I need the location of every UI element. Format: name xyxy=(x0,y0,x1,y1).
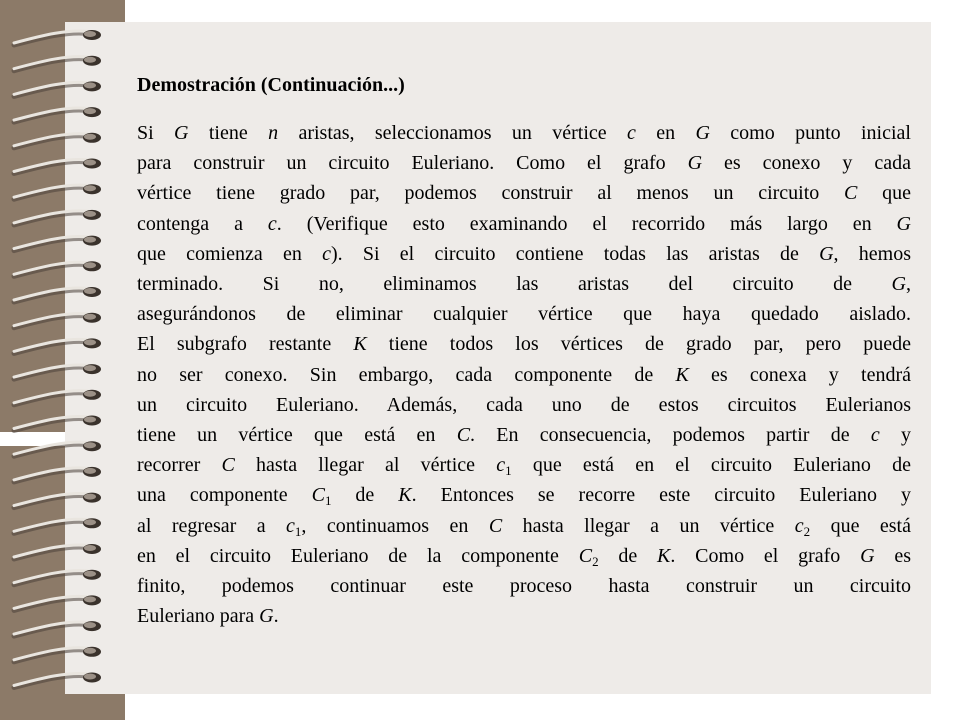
spiral-ring-icon xyxy=(14,493,101,508)
spiral-binding-icon xyxy=(0,0,125,720)
paragraph-line: terminado. Si no, eliminamos las aristas del circuito de G, xyxy=(137,273,911,296)
paragraph-line: al regresar a $c_1$, continuamos en C hasta llegar a un vértice $c_2$ que está xyxy=(137,514,911,539)
spiral-ring-icon xyxy=(14,159,101,174)
paragraph-line: recorrer C hasta llegar al vértice $c_1$ que está en el circuito Euleriano de xyxy=(137,454,911,479)
spiral-ring-icon xyxy=(14,184,101,199)
paragraph-line: no ser conexo. Sin embargo, cada componente de K es conexa y tendrá xyxy=(137,363,911,386)
paragraph-line: que comienza en c). Si el circuito contiene todas las aristas de G, hemos xyxy=(137,242,911,265)
slide-heading: Demostración (Continuación...) xyxy=(137,74,405,96)
spiral-ring-icon xyxy=(14,313,101,328)
spiral-ring-icon xyxy=(14,107,101,122)
paragraph-line: contenga a c. (Verifique esto examinando el recorrido más largo en G xyxy=(137,212,911,235)
paragraph-line: Euleriano para G. xyxy=(137,605,279,628)
spiral-ring-icon xyxy=(14,416,101,431)
paragraph-line: vértice tiene grado par, podemos construir al menos un circuito C que xyxy=(137,182,911,205)
spiral-ring-icon xyxy=(14,81,101,96)
paragraph-line: tiene un vértice que está en C. En consecuencia, podemos partir de c y xyxy=(137,424,911,447)
paragraph-line: una componente $C_1$ de K. Entonces se recorre este circuito Euleriano y xyxy=(137,484,911,509)
slide-content xyxy=(137,70,911,631)
spiral-ring-icon xyxy=(14,595,101,610)
spiral-ring-icon xyxy=(14,673,101,688)
spiral-ring-icon xyxy=(14,544,101,559)
paragraph-line: en el circuito Euleriano de la componente $C_2$ de K. Como el grafo G es xyxy=(137,544,911,569)
paragraph-line: finito, podemos continuar este proceso hasta construir un circuito xyxy=(137,575,911,598)
spiral-ring-icon xyxy=(14,338,101,353)
spiral-ring-icon xyxy=(14,236,101,251)
spiral-ring-icon xyxy=(14,647,101,662)
spiral-ring-icon xyxy=(14,518,101,533)
spiral-ring-icon xyxy=(14,441,101,456)
paragraph-line: asegurándonos de eliminar cualquier vértice que haya quedado aislado. xyxy=(137,303,911,326)
spiral-ring-icon xyxy=(14,133,101,148)
spiral-ring-icon xyxy=(14,364,101,379)
spiral-ring-icon xyxy=(14,261,101,276)
spiral-ring-icon xyxy=(14,621,101,636)
spiral-ring-icon xyxy=(14,570,101,585)
spiral-ring-icon xyxy=(14,30,101,45)
spiral-ring-icon xyxy=(14,210,101,225)
paragraph-line: para construir un circuito Euleriano. Como el grafo G es conexo y cada xyxy=(137,152,911,175)
spiral-ring-icon xyxy=(14,390,101,405)
spiral-ring-icon xyxy=(14,287,101,302)
spiral-ring-icon xyxy=(14,56,101,71)
spiral-ring-icon xyxy=(14,467,101,482)
paragraph-line: El subgrafo restante K tiene todos los vértices de grado par, pero puede xyxy=(137,333,911,356)
proof-paragraph xyxy=(137,118,911,631)
paragraph-line: Si G tiene n aristas, seleccionamos un vértice c en G como punto inicial xyxy=(137,122,911,144)
paragraph-line: un circuito Euleriano. Además, cada uno de estos circuitos Eulerianos xyxy=(137,393,911,416)
